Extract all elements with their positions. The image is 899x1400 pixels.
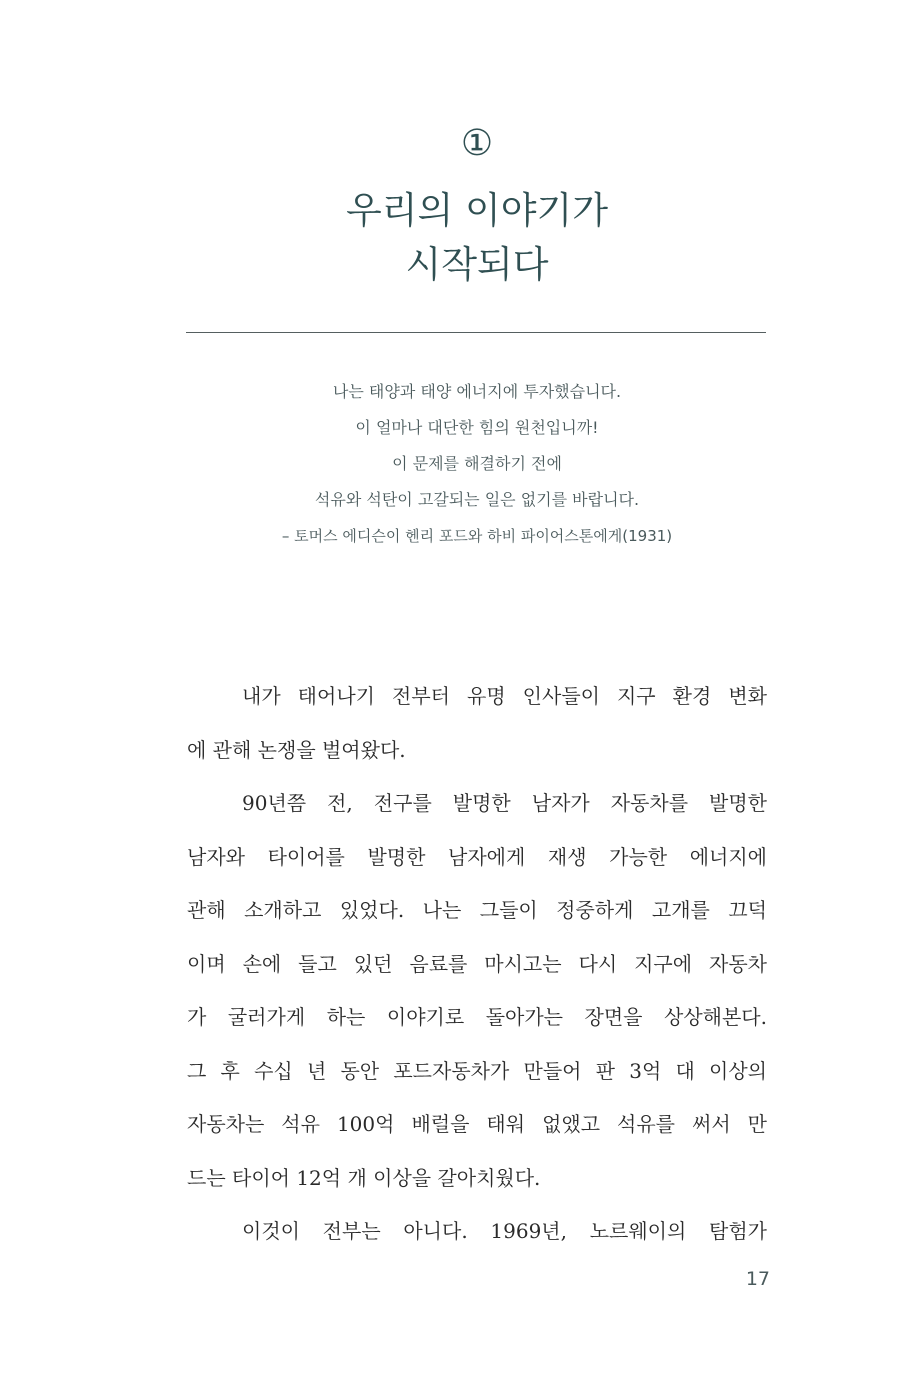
page-number: 17 <box>745 1268 770 1290</box>
epigraph-line: 나는 태양과 태양 에너지에 투자했습니다. <box>332 382 622 401</box>
chapter-title-line: 시작되다 <box>405 243 549 286</box>
epigraph-attribution: – 토머스 에디슨이 헨리 포드와 하비 파이어스톤에게(1931) <box>281 527 673 545</box>
paragraph-line: 가 굴러가게 하는 이야기로 돌아가는 장면을 상상해본다. <box>187 1005 767 1029</box>
paragraph-line: 90년쯤 전, 전구를 발명한 남자가 자동차를 발명한 <box>242 791 767 815</box>
chapter-number: ① <box>460 123 494 164</box>
paragraph-line: 내가 태어나기 전부터 유명 인사들이 지구 환경 변화 <box>242 684 767 708</box>
paragraph-line: 에 관해 논쟁을 벌여왔다. <box>187 737 406 762</box>
paragraph-line: 이것이 전부는 아니다. 1969년, 노르웨이의 탐험가 <box>242 1219 767 1243</box>
epigraph <box>0 374 899 554</box>
paragraph-line: 남자와 타이어를 발명한 남자에게 재생 가능한 에너지에 <box>187 844 767 869</box>
paragraph-line: 이며 손에 들고 있던 음료를 마시고는 다시 지구에 자동차 <box>187 951 767 976</box>
epigraph-line: 이 얼마나 대단한 힘의 원천입니까! <box>355 418 599 437</box>
paragraph-line: 관해 소개하고 있었다. 나는 그들이 정중하게 고개를 끄덕 <box>187 898 767 922</box>
body-text <box>187 670 767 1259</box>
epigraph-line: 석유와 석탄이 고갈되는 일은 없기를 바랍니다. <box>314 490 640 509</box>
epigraph-line: 이 문제를 해결하기 전에 <box>392 454 562 473</box>
paragraph-line: 자동차는 석유 100억 배럴을 태워 없앴고 석유를 써서 만 <box>187 1112 767 1136</box>
paragraph-line: 드는 타이어 12억 개 이상을 갈아치웠다. <box>187 1165 541 1190</box>
paragraph-line: 그 후 수십 년 동안 포드자동차가 만들어 판 3억 대 이상의 <box>187 1058 767 1083</box>
chapter-title-line: 우리의 이야기가 <box>346 189 608 232</box>
chapter-title <box>0 184 899 292</box>
title-divider <box>186 332 766 333</box>
